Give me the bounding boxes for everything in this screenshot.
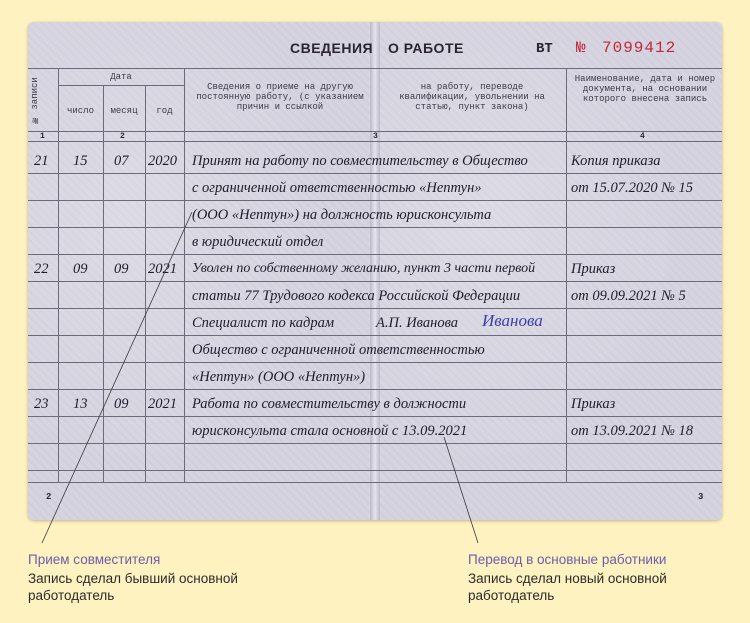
row-11-doc: от 13.09.2021 № 18 xyxy=(571,423,694,439)
row-5-text: Уволен по собственному желанию, пункт 3 части первой xyxy=(192,261,536,276)
row-1-no: 21 xyxy=(34,153,49,169)
row-5-doc: Приказ xyxy=(571,261,616,277)
col-num-1: 1 xyxy=(40,132,45,141)
row-7-text: Специалист по кадрам xyxy=(192,315,335,331)
row-1-text: Принят на работу по совместительству в Общество xyxy=(192,153,528,169)
number-sign: № xyxy=(576,39,587,57)
row-5-year: 2021 xyxy=(148,261,177,277)
row-2-text: с ограниченной ответственностью «Нептун» xyxy=(192,180,482,196)
row-10-day: 13 xyxy=(73,396,88,412)
row-5-day: 09 xyxy=(73,261,88,277)
callout-right-line2: работодатель xyxy=(468,588,555,603)
row-11-text: юрисконсульта стала основной с 13.09.2021 xyxy=(192,423,468,439)
row-8-text: Общество с ограниченной ответственностью xyxy=(192,342,485,358)
document-number: 7099412 xyxy=(602,39,677,57)
handwritten-signature: Иванова xyxy=(482,311,543,330)
info-header-left: Сведения о приеме на другую постоянную работу, (с указанием причин и ссылкой xyxy=(196,82,364,112)
row-6-doc: от 09.09.2021 № 5 xyxy=(571,288,686,304)
row-3-text: (ООО «Нептун») на должность юрисконсульта xyxy=(192,207,492,223)
callout-left-line2: работодатель xyxy=(28,588,115,603)
signature-name: А.П. Иванова xyxy=(376,315,459,331)
callout-left-line1: Запись сделал бывший основной xyxy=(28,571,238,586)
col-num-2: 2 xyxy=(120,132,125,141)
title-left: СВЕДЕНИЯ xyxy=(290,40,374,56)
pointer-line-right xyxy=(444,437,478,543)
row-1-month: 07 xyxy=(114,153,129,169)
row-10-text: Работа по совместительству в должности xyxy=(192,396,467,412)
record-no-header: № записи xyxy=(30,77,40,125)
year-header: год xyxy=(156,106,173,116)
row-2-doc: от 15.07.2020 № 15 xyxy=(571,180,694,196)
series-label: ВТ xyxy=(536,41,553,57)
callout-right-title: Перевод в основные работники xyxy=(468,552,667,567)
row-1-day: 15 xyxy=(73,153,88,169)
row-10-year: 2021 xyxy=(148,396,177,412)
page-number-left: 2 xyxy=(46,492,52,502)
page-number-right: 3 xyxy=(698,492,704,502)
col-num-4: 4 xyxy=(640,132,645,141)
col-num-3: 3 xyxy=(373,132,378,141)
info-header-right: на работу, переводе квалификации, увольнении на статью, пункт закона) xyxy=(399,82,545,112)
callout-right-line1: Запись сделал новый основной xyxy=(468,571,667,586)
row-1-doc: Копия приказа xyxy=(571,153,661,169)
month-header: месяц xyxy=(110,106,138,116)
row-10-doc: Приказ xyxy=(571,396,616,412)
date-header: Дата xyxy=(110,72,132,82)
row-5-no: 22 xyxy=(34,261,49,277)
row-1-year: 2020 xyxy=(148,153,177,169)
callout-left-title: Прием совместителя xyxy=(28,552,161,567)
pointer-line-left xyxy=(42,212,192,543)
row-10-month: 09 xyxy=(114,396,129,412)
day-header: число xyxy=(66,106,94,116)
row-5-month: 09 xyxy=(114,261,129,277)
row-6-text: статьи 77 Трудового кодекса Российской Федерации xyxy=(192,288,521,304)
row-9-text: «Нептун» (ООО «Нептун») xyxy=(192,369,366,385)
doc-header: Наименование, дата и номер документа, на основании которого внесена запись xyxy=(574,74,716,104)
row-10-no: 23 xyxy=(34,396,49,412)
title-right: О РАБОТЕ xyxy=(388,40,464,56)
row-4-text: в юридический отдел xyxy=(192,234,324,250)
